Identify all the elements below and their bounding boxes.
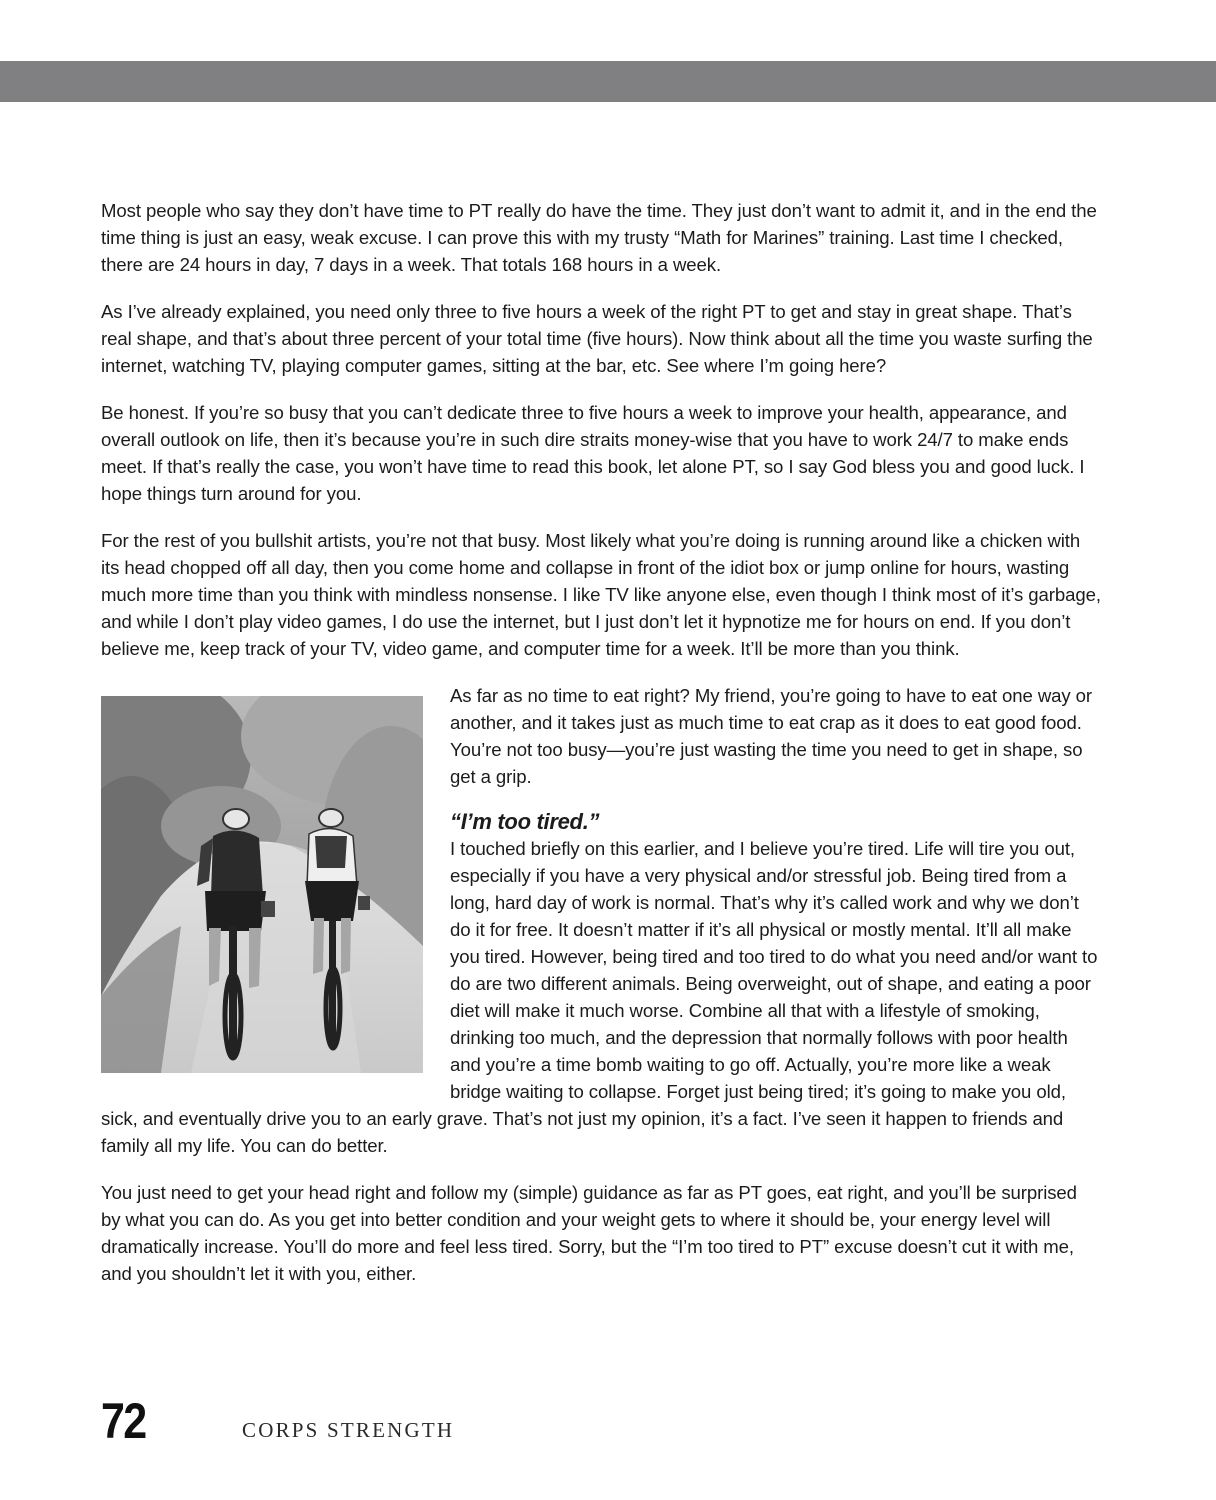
paragraph-too-tired: I touched briefly on this earlier, and I believe you’re tired. Life will tire you out, especially if you have a very physical and/or stressful job. Being tired from a long, hard day of work is normal. That’s why it’s called work and why we don’t do it for free. It doesn’t matter if it’s all physical or mostly mental. It’ll all make you tired. However, being tired and too tired to do what you need and/or want to do are two different animals. Being overweight, out of shape, and eating a poor diet will make it much worse. Combine all that with a lifestyle of smoking, drinking too much, and the depression that normally follows with poor health and you’re a time bomb waiting to go off. Actually, you’re more like a weak bridge waiting to collapse. Forget just being tired; it’s going to make you old, sick, and eventually drive you to an early grave. That’s not just my opinion, it’s a fact. I’ve seen it happen to friends and family all my life. You can do better. [101, 838, 1098, 1156]
subheading-too-tired: “I’m too tired.” [450, 809, 600, 834]
paragraph-not-that-busy: For the rest of you bullshit artists, you’re not that busy. Most likely what you’re doing is running around like a chicken with its head chopped off all day, then you come home and collapse in front of the idiot box or jump online for hours, wasting much more time than you think with mindless nonsense. I like TV like anyone else, even though I think most of it’s garbage, and while I don’t play video games, I do use the internet, but I just don’t let it hypnotize me for hours on end. If you don’t believe me, keep track of your TV, video game, and computer time for a week. It’ll be more than you think. [101, 530, 1101, 659]
body-text [101, 197, 1101, 1307]
page-number: 72 [101, 1393, 146, 1449]
page-footer [101, 1392, 801, 1452]
paragraph-time-excuse: Most people who say they don’t have time to PT really do have the time. They just don’t want to admit it, and in the end the time thing is just an easy, weak excuse. I can prove this with my trusty “Math for Marines” training. Last time I checked, there are 24 hours in day, 7 days in a week. That totals 168 hours in a week. [101, 200, 1097, 275]
paragraph-final: You just need to get your head right and follow my (simple) guidance as far as PT goes, eat right, and you’ll be surprised by what you can do. As you get into better condition and your weight gets to where it should be, your energy level will dramatically increase. You’ll do more and feel less tired. Sorry, but the “I’m too tired to PT” excuse doesn’t cut it with me, and you shouldn’t let it with you, either. [101, 1182, 1077, 1284]
paragraph-be-honest: Be honest. If you’re so busy that you can’t dedicate three to five hours a week to improve your health, appearance, and overall outlook on life, then it’s because you’re in such dire straits money-wise that you have to work 24/7 to make ends meet. If that’s really the case, you won’t have time to read this book, let alone PT, so I say God bless you and good luck. I hope things turn around for you. [101, 402, 1085, 504]
cyclists-photo [101, 696, 423, 1073]
paragraph-eat-right: As far as no time to eat right? My friend, you’re going to have to eat one way or another, and it takes just as much time to eat crap as it does to eat good food. You’re not too busy—you’re just wasting the time you need to get in shape, so get a grip. [450, 685, 1093, 787]
running-title: CORPS STRENGTH [242, 1418, 455, 1442]
paragraph-three-percent: As I’ve already explained, you need only three to five hours a week of the right PT to get and stay in great shape. That’s real shape, and that’s about three percent of your total time (five hours). Now think about all the time you waste surfing the internet, watching TV, playing computer games, sitting at the bar, etc. See where I’m going here? [101, 301, 1093, 376]
header-band [0, 61, 1216, 102]
